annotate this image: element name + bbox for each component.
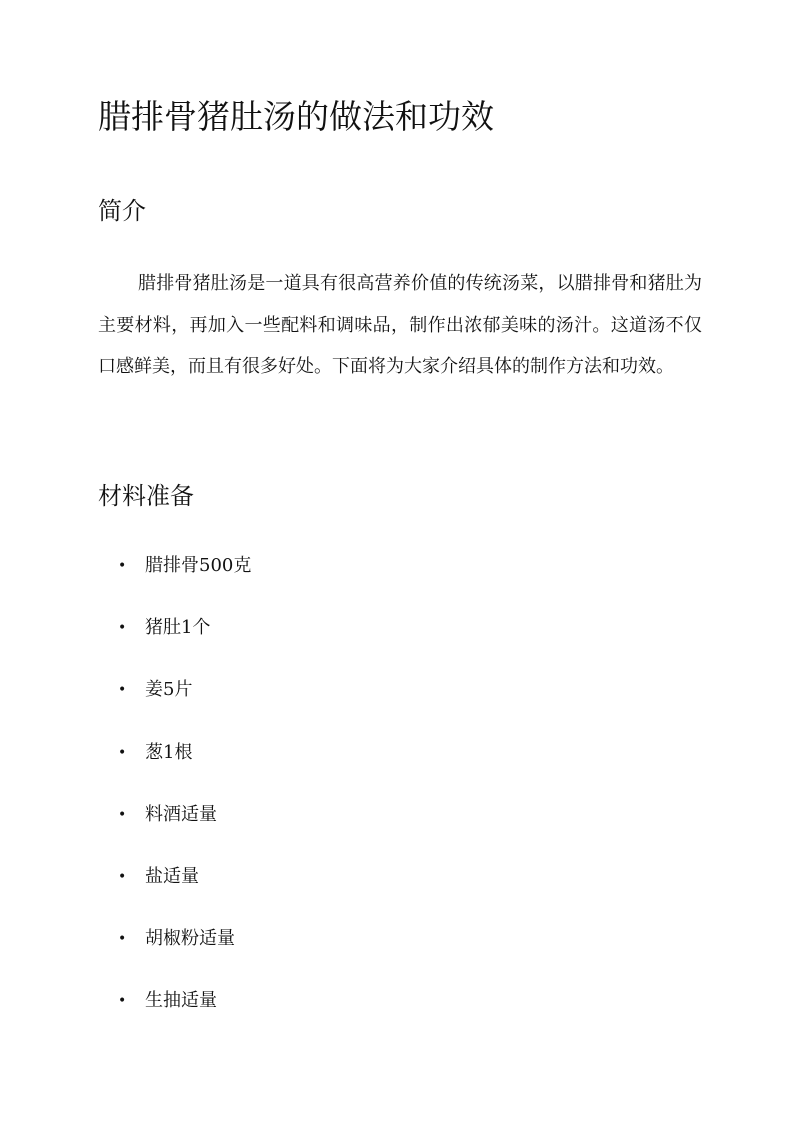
- list-item-ingredient-8: [0, 981, 800, 1043]
- ingredient-text: 葱1根: [145, 741, 193, 763]
- intro-paragraph: 腊排骨猪肚汤是一道具有很高营养价值的传统汤菜，以腊排骨和猪肚为主要材料，再加入一些配料和调味品，制作出浓郁美味的汤汁。这道汤不仅口感鲜美，而且有很多好处。下面将为大家介绍具体的制作方法和功效。: [98, 273, 702, 377]
- bullet-icon: •: [118, 993, 127, 1010]
- ingredient-text: 胡椒粉适量: [145, 928, 235, 950]
- ingredient-list: [0, 546, 800, 1044]
- list-item-ingredient-4: [0, 733, 800, 795]
- ingredient-text: 料酒适量: [145, 803, 217, 825]
- list-item-ingredient-2: [0, 608, 800, 670]
- list-item-ingredient-5: [0, 795, 800, 857]
- ingredient-text: 生抽适量: [145, 990, 217, 1012]
- bullet-icon: •: [118, 744, 127, 761]
- bullet-icon: •: [118, 558, 127, 574]
- bullet-icon: •: [118, 806, 127, 823]
- materials-heading: 材料准备: [98, 482, 194, 510]
- ingredient-text: 猪肚1个: [145, 617, 211, 639]
- bullet-icon: •: [118, 620, 127, 637]
- bullet-icon: •: [118, 682, 127, 699]
- intro-heading: 简介: [98, 197, 146, 225]
- list-item-ingredient-6: [0, 857, 800, 919]
- list-item-ingredient-7: [0, 919, 800, 981]
- ingredient-text: 腊排骨500克: [145, 555, 252, 576]
- bullet-icon: •: [118, 868, 127, 885]
- list-item-ingredient-1: [0, 546, 800, 608]
- list-item-ingredient-3: [0, 670, 800, 732]
- ingredient-text: 盐适量: [145, 865, 199, 887]
- bullet-icon: •: [118, 931, 127, 948]
- ingredient-text: 姜5片: [145, 679, 193, 701]
- document-title: 腊排骨猪肚汤的做法和功效: [98, 97, 494, 136]
